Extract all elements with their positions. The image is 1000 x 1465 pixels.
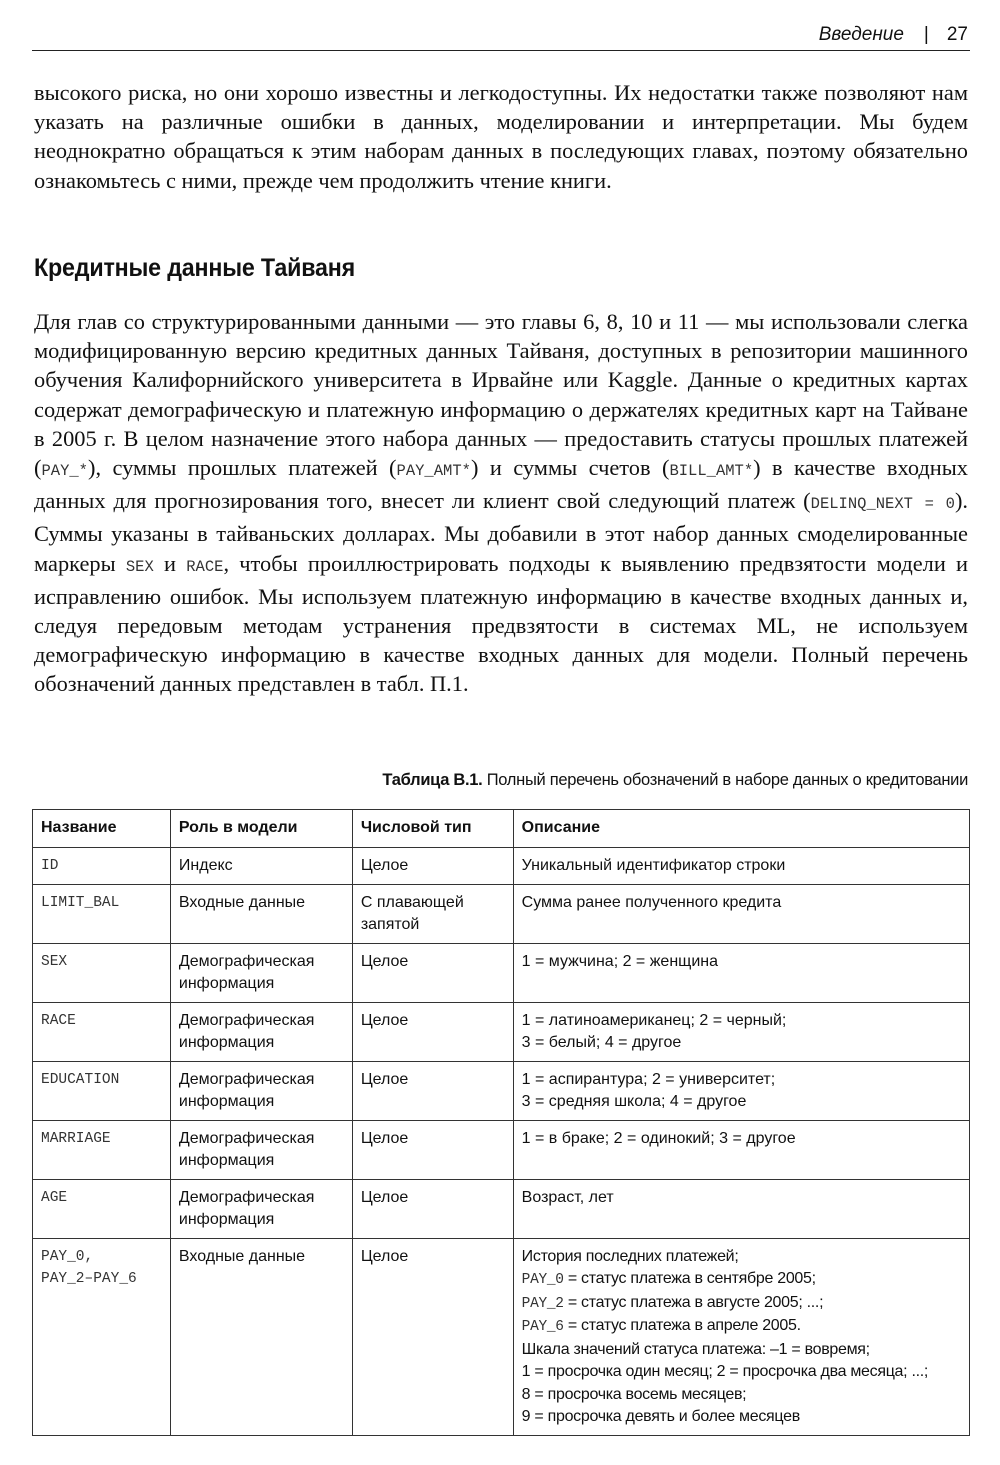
table-row — [33, 1061, 970, 1120]
pay-description-line — [522, 1268, 961, 1292]
main-text-4: ) в качестве входных данных для прогнозирования того, внесет ли клиент свой следующий платеж ( — [34, 455, 969, 514]
type-cell — [352, 1061, 513, 1120]
type-cell — [352, 1238, 513, 1435]
pay-description-line — [522, 1246, 961, 1269]
role-cell — [170, 884, 352, 943]
role-cell-line: Входные данные — [178, 1247, 306, 1265]
pay-text: История последних платежей; — [521, 1247, 739, 1265]
type-cell — [352, 1179, 513, 1238]
role-cell — [170, 943, 352, 1002]
var-name-cell — [33, 1120, 171, 1179]
role-cell-line: информация — [178, 1093, 275, 1110]
type-cell — [352, 1002, 513, 1061]
table-row — [33, 943, 970, 1002]
pay-text: Шкала значений статуса платежа: –1 = вовремя; — [521, 1340, 870, 1358]
type-cell-line: Целое — [360, 1011, 409, 1029]
pay-description-line — [522, 1292, 961, 1316]
description-cell-line: 1 = латиноамериканец; 2 = черный; — [521, 1011, 787, 1029]
description-cell-line: Сумма ранее полученного кредита — [521, 893, 782, 911]
code-delinq-next: DELINQ_NEXT = 0 — [810, 495, 955, 514]
description-cell — [513, 884, 969, 943]
table-row — [33, 884, 970, 943]
pay-text: 8 = просрочка восемь месяцев; — [521, 1385, 747, 1403]
code-bill-amt: BILL_AMT* — [669, 462, 754, 481]
main-text-1: Для глав со структурированными данными — это главы 6, 8, 10 и 11 — мы использовали слегка модифицированную версию кредитных данных Тайваня, доступных в репозитории машинного обучения Калифорнийского университета в Ирвайне или Kaggle. Данные о кредитных картах содержат демографическую и платежную информацию о держателях кредитных карт на Тайване в 2005 г. В целом назначение этого набора данных — предоставить статусы прошлых платежей ( — [34, 309, 968, 481]
role-cell-line: Индекс — [178, 857, 233, 874]
pay-text: 9 = просрочка девять и более месяцев — [521, 1408, 800, 1425]
role-cell — [170, 1002, 352, 1061]
code-pay: PAY_* — [41, 462, 88, 481]
main-text-7: , чтобы проиллюстрировать подходы к выявлению предвзятости модели и исправлению ошибок. Мы используем платежную информацию в качестве входных данных и, следуя передовым методам устранения предвзятости в системах ML, не используем демографическую информацию в качестве входных данных для модели. Полный перечень обозначений данных представлен в табл. П.1. — [34, 550, 969, 697]
role-cell — [170, 1061, 352, 1120]
table-header-row — [33, 810, 970, 848]
pay-description-line — [522, 1315, 961, 1339]
role-cell — [170, 848, 352, 885]
description-cell — [513, 1002, 969, 1061]
var-name-cell-line: AGE — [41, 1189, 68, 1206]
table-row — [33, 1002, 970, 1061]
var-name-cell-line: EDUCATION — [41, 1071, 120, 1088]
var-name-cell-line: PAY_0, — [41, 1248, 94, 1265]
var-name-cell — [33, 848, 171, 885]
type-cell — [352, 884, 513, 943]
pay-text: 1 = просрочка один месяц; 2 = просрочка два месяца; ...; — [521, 1363, 929, 1380]
main-text-6: и — [153, 550, 187, 576]
table-row — [33, 1179, 970, 1238]
pay-text: = статус платежа в апреле 2005. — [563, 1317, 801, 1334]
description-cell-line: 1 = аспирантура; 2 = университет; — [521, 1070, 776, 1088]
description-cell — [513, 943, 969, 1002]
var-name-cell — [33, 1002, 171, 1061]
table-caption-label: Таблица В.1. — [382, 771, 483, 789]
running-header — [32, 22, 970, 51]
role-cell-line: информация — [178, 1152, 275, 1169]
pay-description-line — [522, 1339, 961, 1362]
role-cell-line: Демографическая — [178, 1188, 315, 1206]
table-body — [33, 848, 970, 1436]
description-cell — [513, 1179, 969, 1238]
var-name-cell — [33, 1179, 171, 1238]
var-name-cell — [33, 884, 171, 943]
pay-description-line — [522, 1406, 961, 1429]
description-cell-line: 1 = мужчина; 2 = женщина — [521, 952, 718, 970]
pay-code: PAY_0 — [521, 1272, 564, 1288]
table-caption — [382, 771, 968, 790]
role-cell-line: Демографическая — [178, 1070, 315, 1088]
type-cell-line: Целое — [360, 1070, 409, 1088]
description-cell-line: Возраст, лет — [521, 1188, 614, 1206]
role-cell — [170, 1179, 352, 1238]
var-name-cell-line: RACE — [41, 1012, 76, 1029]
header-separator: | — [923, 24, 929, 45]
role-cell — [170, 1238, 352, 1435]
type-cell — [352, 1120, 513, 1179]
chapter-title: Введение — [818, 24, 904, 45]
type-cell-line: Целое — [360, 857, 409, 874]
role-cell-line: Демографическая — [178, 1011, 315, 1029]
description-cell — [513, 848, 969, 885]
description-cell — [513, 1120, 969, 1179]
role-cell — [170, 1120, 352, 1179]
var-name-cell-line: LIMIT_BAL — [41, 894, 120, 911]
description-cell-line: 3 = белый; 4 = другое — [521, 1034, 682, 1051]
table-row — [33, 1238, 970, 1435]
header-role: Роль в модели — [170, 810, 352, 848]
type-cell-line: Целое — [360, 1188, 409, 1206]
pay-text: = статус платежа в августе 2005; ...; — [563, 1293, 824, 1311]
data-dictionary-table — [32, 809, 970, 1436]
table-row — [33, 848, 970, 885]
type-cell-line: запятой — [360, 916, 420, 933]
table-row — [33, 1120, 970, 1179]
role-cell-line: информация — [178, 975, 275, 992]
pay-code: PAY_6 — [521, 1319, 564, 1335]
table-caption-text: Полный перечень обозначений в наборе данных о кредитовании — [482, 771, 968, 789]
main-text-2: ), суммы прошлых платежей ( — [87, 455, 397, 481]
role-cell-line: информация — [178, 1034, 275, 1051]
main-text-3: ) и суммы счетов ( — [470, 455, 670, 481]
var-name-cell — [33, 943, 171, 1002]
role-cell-line: Входные данные — [178, 893, 306, 911]
header-description: Описание — [513, 810, 969, 848]
header-name: Название — [33, 810, 171, 848]
pay-code: PAY_2 — [521, 1295, 564, 1312]
intro-paragraph: высокого риска, но они хорошо известны и легкодоступны. Их недостатки также позволяют нам указать на различные ошибки в данных, моделировании и интерпретации. Мы будем неоднократно обращаться к этим наборам данных в последующих главах, поэтому обязательно ознакомьтесь с ними, прежде чем продолжить чтение книги. — [34, 80, 968, 193]
header-type: Числовой тип — [352, 810, 513, 848]
description-cell-line: 3 = средняя школа; 4 = другое — [521, 1093, 747, 1110]
type-cell-line: Целое — [360, 1129, 409, 1147]
page-number: 27 — [946, 24, 968, 45]
type-cell-line: С плавающей — [360, 893, 464, 911]
description-cell — [513, 1061, 969, 1120]
role-cell-line: Демографическая — [178, 1129, 315, 1147]
code-race: RACE — [186, 557, 224, 576]
pay-description-line — [522, 1384, 961, 1407]
pay-description-cell — [513, 1238, 969, 1435]
pay-description-line — [522, 1361, 961, 1384]
main-paragraph — [34, 307, 968, 699]
pay-text: = статус платежа в сентябре 2005; — [563, 1270, 816, 1287]
var-name-cell — [33, 1238, 171, 1435]
var-name-cell-line: PAY_2–PAY_6 — [41, 1271, 137, 1287]
code-sex: SEX — [125, 557, 154, 576]
var-name-cell-line: MARRIAGE — [41, 1130, 111, 1147]
role-cell-line: информация — [178, 1211, 275, 1228]
var-name-cell-line: SEX — [41, 953, 68, 970]
type-cell-line: Целое — [360, 952, 409, 970]
role-cell-line: Демографическая — [178, 952, 315, 970]
type-cell — [352, 848, 513, 885]
section-heading: Кредитные данные Тайваня — [34, 254, 355, 282]
description-cell-line: Уникальный идентификатор строки — [521, 857, 786, 874]
var-name-cell — [33, 1061, 171, 1120]
code-pay-amt: PAY_AMT* — [396, 462, 471, 481]
type-cell — [352, 943, 513, 1002]
description-cell-line: 1 = в браке; 2 = одинокий; 3 = другое — [521, 1129, 796, 1147]
type-cell-line: Целое — [360, 1247, 409, 1265]
main-text-5: ). Суммы указаны в тайваньских долларах. Мы добавили в этот набор данных смоделированные маркеры — [34, 488, 968, 576]
var-name-cell-line: ID — [41, 858, 59, 874]
